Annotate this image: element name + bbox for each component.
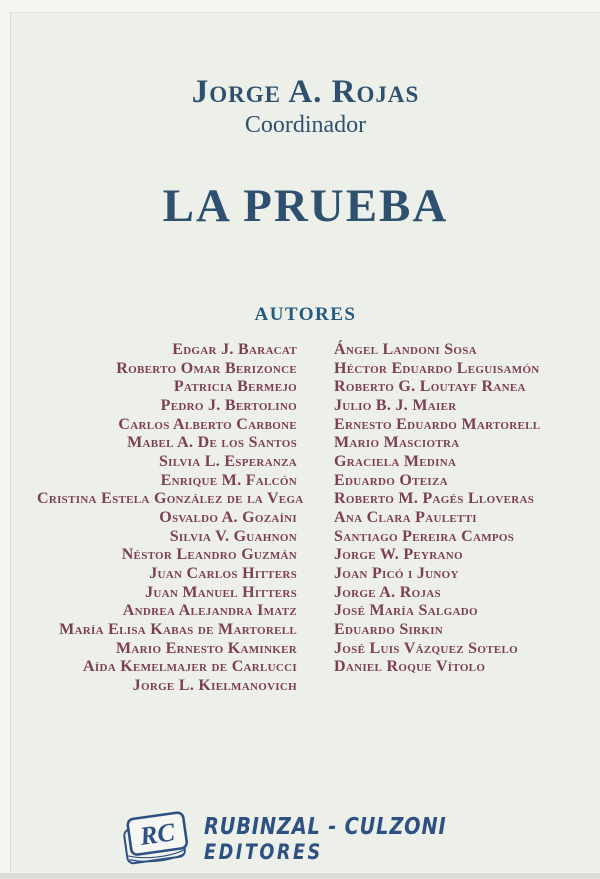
- author-name: Osvaldo A. Gozaíni: [159, 508, 297, 526]
- author-name: Enrique M. Falcón: [160, 471, 297, 489]
- coordinator-name: Jorge A. Rojas: [191, 74, 420, 110]
- author-name: Joan Picó i Junoy: [334, 564, 459, 582]
- publisher-book-icon: [119, 811, 191, 867]
- author-name: Jorge W. Peyrano: [334, 546, 463, 564]
- publisher-monogram: RC: [137, 817, 177, 851]
- scan-bottom-edge: [0, 873, 600, 879]
- author-name: Roberto M. Pagés Lloveras: [334, 490, 535, 508]
- authors-column-right: [334, 341, 594, 695]
- author-name: Silvia V. Guahnon: [169, 527, 297, 545]
- author-name: María Elisa Kabas de Martorell: [59, 620, 297, 638]
- author-name: José María Salgado: [334, 602, 478, 620]
- author-name: Santiago Pereira Campos: [334, 527, 515, 545]
- author-name: Ana Clara Pauletti: [334, 508, 477, 526]
- authors-list: [37, 341, 594, 695]
- author-name: Juan Manuel Hitters: [145, 583, 297, 601]
- author-name: Jorge A. Rojas: [334, 583, 441, 601]
- author-name: Cristina Estela González de la Vega: [37, 490, 304, 508]
- publisher-name-line2: EDITORES: [203, 839, 323, 864]
- author-name: Patricia Bermejo: [173, 378, 297, 396]
- cover-header: [11, 73, 600, 138]
- author-name: Aída Kemelmajer de Carlucci: [83, 658, 297, 676]
- author-name: Néstor Leandro Guzmán: [121, 546, 297, 564]
- author-name: Andrea Alejandra Imatz: [122, 602, 297, 620]
- author-name: Héctor Eduardo Leguisamón: [334, 359, 540, 377]
- author-name: Carlos Alberto Carbone: [118, 415, 297, 433]
- author-name: Julio B. J. Maier: [334, 396, 457, 414]
- author-name: Ángel Landoni Sosa: [334, 341, 477, 358]
- authors-heading: AUTORES: [254, 304, 357, 325]
- author-name: Graciela Medina: [334, 452, 457, 470]
- author-name: Silvia L. Esperanza: [158, 452, 297, 470]
- book-cover: [10, 12, 600, 872]
- coordinator-role: Coordinador: [244, 112, 367, 138]
- author-name: Mabel A. De los Santos: [127, 434, 297, 452]
- author-name: Roberto Omar Berizonce: [116, 359, 297, 377]
- author-name: Edgar J. Baracat: [172, 341, 297, 358]
- author-name: Jorge L. Kielmanovich: [132, 676, 297, 694]
- publisher-logo: [11, 811, 600, 867]
- author-name: Pedro J. Bertolino: [160, 396, 297, 414]
- author-name: Mario Ernesto Kaminker: [116, 639, 297, 657]
- author-name: Roberto G. Loutayf Ranea: [334, 378, 526, 396]
- author-name: Juan Carlos Hitters: [149, 564, 297, 582]
- author-name: José Luis Vázquez Sotelo: [334, 639, 518, 657]
- publisher-name-line1: RUBINZAL - CULZONI: [203, 813, 447, 840]
- author-name: Daniel Roque Vítolo: [334, 658, 486, 676]
- author-name: Mario Masciotra: [334, 434, 460, 452]
- author-name: Eduardo Oteiza: [334, 471, 448, 489]
- publisher-name: [203, 813, 447, 864]
- author-name: Ernesto Eduardo Martorell: [334, 415, 541, 433]
- book-title: LA PRUEBA: [162, 180, 449, 232]
- author-name: Eduardo Sirkin: [334, 620, 444, 638]
- authors-column-left: [37, 341, 304, 695]
